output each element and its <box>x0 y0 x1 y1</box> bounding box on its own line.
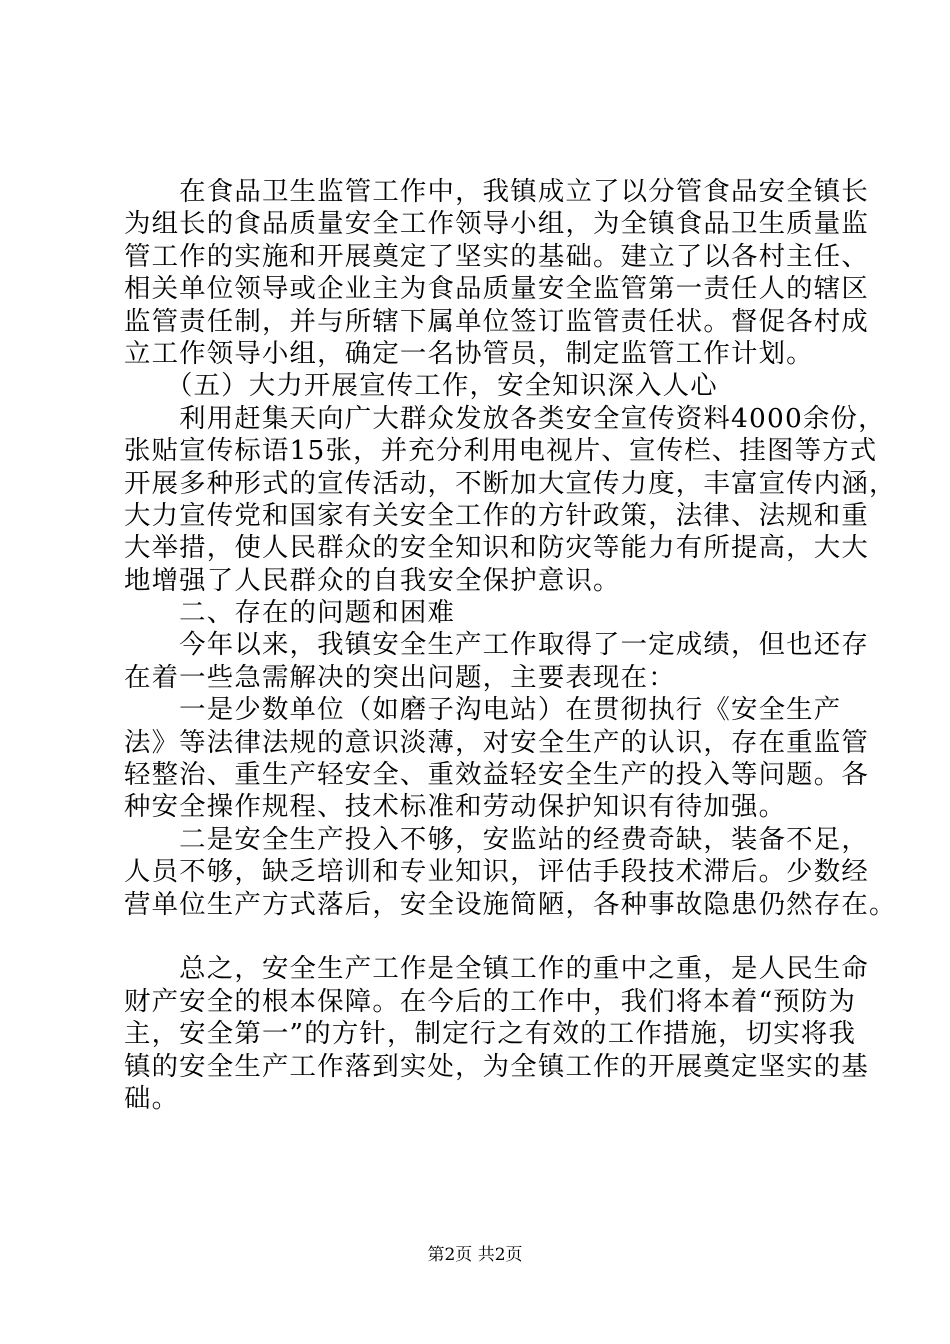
document-body <box>124 176 897 1115</box>
text-line: 二是安全生产投入不够，安监站的经费奇缺，装备不足， <box>124 823 869 855</box>
text-line: 大举措，使人民群众的安全知识和防灾等能力有所提高，大大 <box>124 532 869 564</box>
text-line: 为组长的食品质量安全工作领导小组，为全镇食品卫生质量监 <box>124 208 869 240</box>
text-line: 础。 <box>124 1082 180 1114</box>
text-line: 主，安全第一”的方针，制定行之有效的工作措施，切实将我 <box>124 1018 857 1050</box>
text-line: 地增强了人民群众的自我安全保护意识。 <box>124 564 621 596</box>
text-line: 轻整治、重生产轻安全、重效益轻安全生产的投入等问题。各 <box>124 759 869 791</box>
blank-line <box>124 921 854 953</box>
text-line: 利用赶集天向广大群众发放各类安全宣传资料4000余份， <box>124 402 886 434</box>
text-line: 镇的安全生产工作落到实处，为全镇工作的开展奠定坚实的基 <box>124 1050 869 1082</box>
section-heading: 二、存在的问题和困难 <box>124 597 456 629</box>
text-line: 相关单位领导或企业主为食品质量安全监管第一责任人的辖区 <box>124 273 869 305</box>
text-line: 在着一些急需解决的突出问题，主要表现在： <box>124 661 676 693</box>
text-line: 监管责任制，并与所辖下属单位签订监管责任状。督促各村成 <box>124 305 869 337</box>
text-line: 一是少数单位（如磨子沟电站）在贯彻执行《安全生产 <box>124 694 842 726</box>
text-line: 开展多种形式的宣传活动，不断加大宣传力度，丰富宣传内涵， <box>124 467 897 499</box>
section-heading: （五）大力开展宣传工作，安全知识深入人心 <box>124 370 718 402</box>
text-line: 大力宣传党和国家有关安全工作的方针政策，法律、法规和重 <box>124 499 869 531</box>
text-line: 法》等法律法规的意识淡薄，对安全生产的认识，存在重监管 <box>124 726 869 758</box>
text-line: 张贴宣传标语15张，并充分利用电视片、宣传栏、挂图等方式 <box>124 435 878 467</box>
text-line: 财产安全的根本保障。在今后的工作中，我们将本着“预防为 <box>124 985 857 1017</box>
page-number-label: 第2页 共2页 <box>427 1245 523 1265</box>
text-line: 营单位生产方式落后，安全设施简陋，各种事故隐患仍然存在。 <box>124 888 897 920</box>
text-line: 今年以来，我镇安全生产工作取得了一定成绩，但也还存 <box>124 629 869 661</box>
text-line: 管工作的实施和开展奠定了坚实的基础。建立了以各村主任、 <box>124 240 869 272</box>
text-line: 在食品卫生监管工作中，我镇成立了以分管食品安全镇长 <box>124 176 869 207</box>
text-line: 人员不够，缺乏培训和专业知识，评估手段技术滞后。少数经 <box>124 856 869 888</box>
text-line: 种安全操作规程、技术标准和劳动保护知识有待加强。 <box>124 791 787 823</box>
text-line: 总之，安全生产工作是全镇工作的重中之重，是人民生命 <box>124 953 869 985</box>
text-line: 立工作领导小组，确定一名协管员，制定监管工作计划。 <box>124 337 814 369</box>
page-footer <box>0 1244 950 1266</box>
